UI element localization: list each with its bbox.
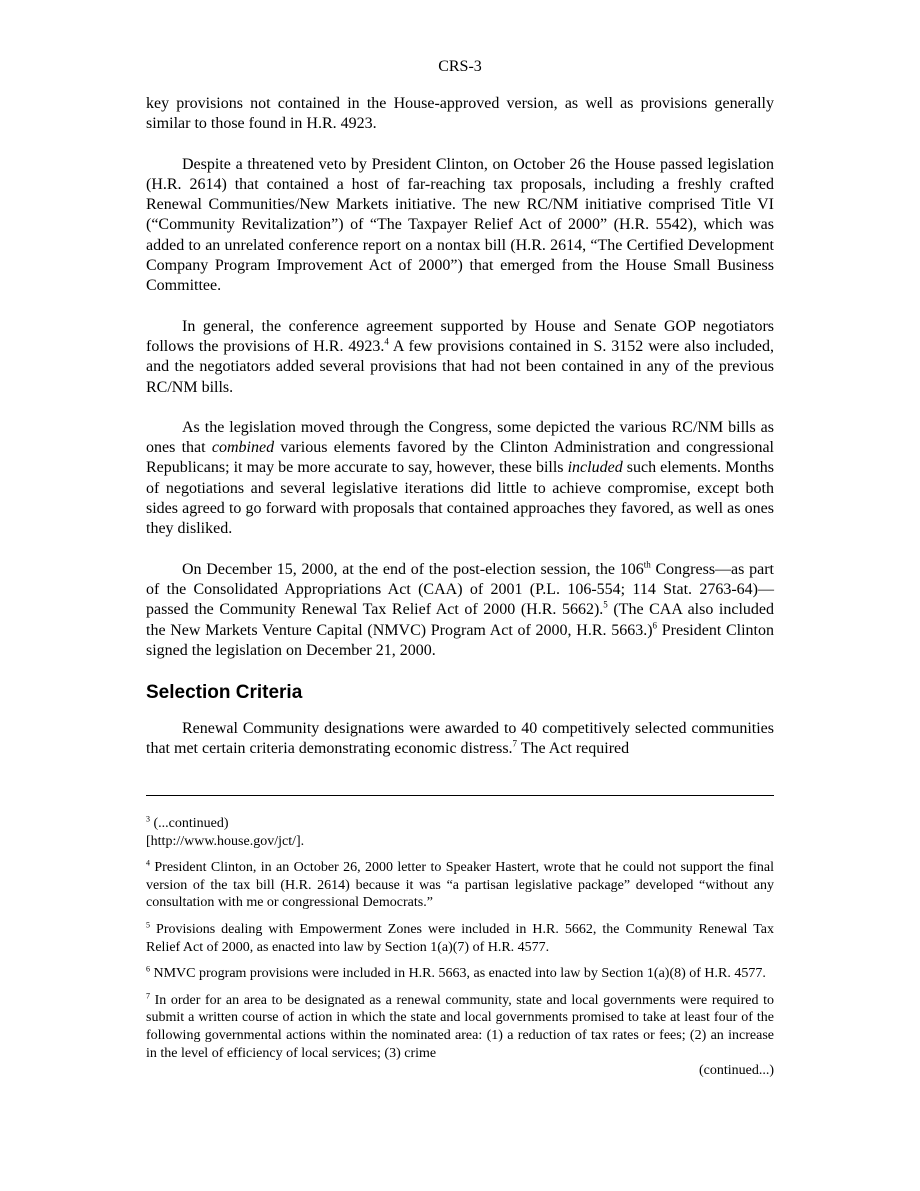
paragraph-6-text-b: The Act required [517,740,630,758]
footnote-6-mark: 6 [146,964,150,974]
footnote-4 [146,859,774,912]
paragraph-3-text-a: In general, the conference agreement supported by House and Senate GOP negotiators follows the provisions of H.R. 4923. [146,317,774,355]
footnote-7-mark: 7 [146,991,150,1001]
footnote-5 [146,921,774,956]
footnote-ref-7[interactable]: 7 [512,739,518,750]
paragraph-2: Despite a threatened veto by President Clinton, on October 26 the House passed legislation (H.R. 2614) that contained a host of far-reaching tax proposals, including a freshly crafted Renewal Communities/New Markets initiative. The new RC/NM initiative comprised Title VI (“Community Revitalization”) of “The Taxpayer Relief Act of 2000” (H.R. 5542), which was added to an unrelated conference report on a nontax bill (H.R. 2614, “The Certified Development Company Program Improvement Act of 2000”) that emerged from the House Small Business Committee. [146,155,774,295]
continued-marker: (continued...) [698,1063,774,1079]
footnote-ref-6[interactable]: 6 [652,620,658,631]
footnote-ref-5[interactable]: 5 [603,599,608,610]
footnotes-section [146,815,774,1089]
footnote-7 [146,992,774,1062]
body-text [146,94,774,780]
footnote-7-text: In order for an area to be designated as a renewal community, state and local governments were required to submit a written course of action in which the state and local governments promised to take at least four of the following governmental actions within the nominated area: (1) a reduction of tax rates or fees; (2) an increase in the level of efficiency of local services; (3) crime [146,992,774,1061]
paragraph-4 [146,418,774,540]
section-heading: Selection Criteria [146,682,303,704]
footnote-6 [146,965,774,983]
footnote-5-text: Provisions dealing with Empowerment Zones were included in H.R. 5662, the Community Renewal Tax Relief Act of 2000, as enacted into law by Section 1(a)(7) of H.R. 4577. [146,921,774,955]
footnote-6-text: NMVC program provisions were included in H.R. 5663, as enacted into law by Section 1(a)(8) of H.R. 4577. [150,966,766,982]
paragraph-5-text-a: On December 15, 2000, at the end of the post-election session, the 106 [182,560,644,578]
footnote-ref-4[interactable]: 4 [384,336,389,347]
paragraph-4-text-c: such elements. Months of negotiations and several legislative iterations did little to achieve compromise, except both sides agreed to go forward with proposals that contained approaches they favored, as well as ones they disliked. [146,459,775,538]
page-number-header: CRS-3 [438,58,482,75]
paragraph-1: key provisions not contained in the House-approved version, as well as provisions generally similar to those found in H.R. 4923. [146,95,774,133]
paragraph-6-text-a: Renewal Community designations were awarded to 40 competitively selected communities that met certain criteria demonstrating economic distress. [146,720,774,758]
paragraph-3-text-b: A few provisions contained in S. 3152 were also included, and the negotiators added several provisions that had not been contained in any of the previous RC/NM bills. [146,337,774,396]
paragraph-5-text-c: (The CAA also included the New Markets Venture Capital (NMVC) Program Act of 2000, H.R. 5663.) [146,601,775,639]
footnote-3-mark: 3 [146,814,150,824]
emphasis-included: included [567,459,623,477]
footnote-5-mark: 5 [146,920,150,930]
paragraph-5-text-b: Congress—as part of the Consolidated Appropriations Act (CAA) of 2001 (P.L. 106-554; 114 Stat. 2763-64)—passed the Community Renewal Tax Relief Act of 2000 (H.R. 5662). [146,560,774,619]
footnote-3 [146,815,774,850]
footnote-3-line-2[interactable]: [http://www.house.gov/jct/]. [146,833,305,849]
paragraph-4-text-b: various elements favored by the Clinton Administration and congressional Republicans; it may be more accurate to say, however, these bills [146,439,774,477]
paragraph-5-text-d: President Clinton signed the legislation on December 21, 2000. [146,621,775,659]
footnote-divider [146,795,774,796]
emphasis-combined: combined [211,439,275,457]
paragraph-4-text-a: As the legislation moved through the Congress, some depicted the various RC/NM bills as ones that [146,418,774,457]
paragraph-3 [146,317,774,398]
footnote-3-line-1: (...continued) [150,816,229,831]
paragraph-5 [146,560,774,661]
footnote-4-text: President Clinton, in an October 26, 2000 letter to Speaker Hastert, wrote that he could not support the final version of the tax bill (H.R. 2614) because it was “a partisan legislative package” developed “without any consultation with me or congressional Democrats.” [146,860,774,911]
paragraph-6 [146,719,774,760]
ordinal-suffix: th [643,559,651,570]
footnote-4-mark: 4 [146,858,150,868]
